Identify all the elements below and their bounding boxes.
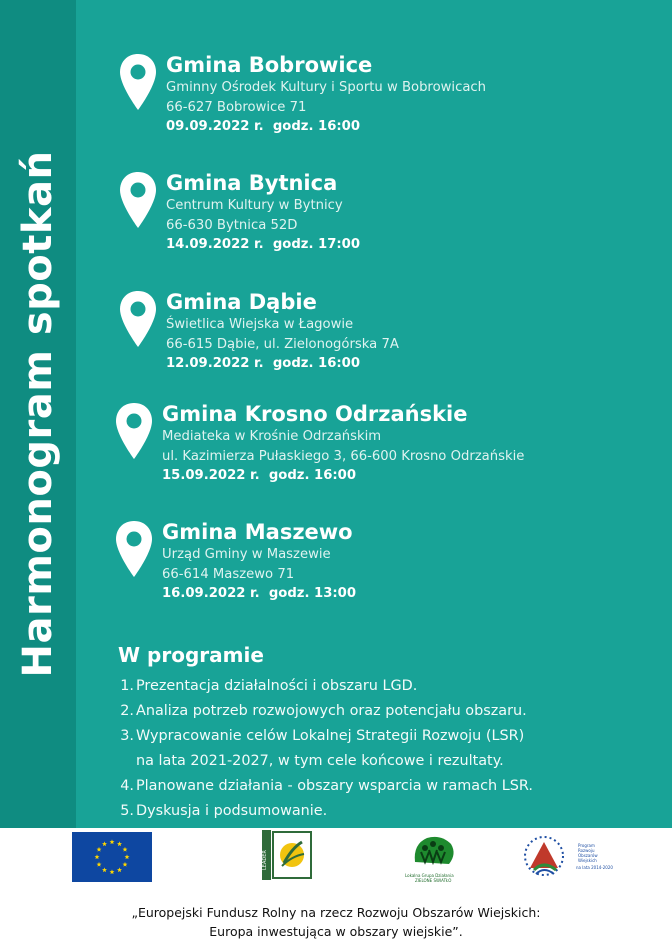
program-item-number: 4. <box>120 778 134 794</box>
program-item-text <box>136 774 533 799</box>
meeting-datetime <box>162 584 356 604</box>
meeting-text <box>166 170 360 255</box>
location-pin-icon <box>118 52 158 112</box>
footer-line-2: Europa inwestująca w obszary wiejskie”. <box>209 924 463 939</box>
program-item-line: Planowane działania - obszary wsparcia w ramach LSR. <box>136 778 533 794</box>
footer-quote <box>0 903 672 941</box>
prow-logo <box>520 830 613 882</box>
prow-line1: Program <box>578 843 595 848</box>
meeting-place: Świetlica Wiejska w Łagowie <box>166 317 354 332</box>
meeting-text <box>162 519 356 604</box>
side-title: Harmonogram spotkań <box>15 150 61 678</box>
meeting-datetime <box>162 466 524 486</box>
leader-emblem-icon <box>262 830 314 880</box>
meeting-address: ul. Kazimierza Pułaskiego 3, 66-600 Krosno Odrzańskie <box>162 448 525 464</box>
meeting-address: 66-627 Bobrowice 71 <box>166 99 307 115</box>
meeting-title: Gmina Maszewo <box>162 520 353 544</box>
location-pin-icon <box>118 289 158 349</box>
program-title: W programie <box>118 643 264 667</box>
prow-line5: na lata 2014-2020 <box>576 865 613 870</box>
program-item-number: 5. <box>120 803 134 819</box>
program-item-text <box>136 724 524 774</box>
lgd-sub: ZIELONE ŚWIATŁO <box>415 878 452 883</box>
meeting-time: godz. 16:00 <box>272 119 361 134</box>
program-item <box>118 774 658 799</box>
meeting-date: 09.09.2022 r. <box>166 119 264 134</box>
program-item-number: 1. <box>120 678 134 694</box>
leader-logo <box>262 830 314 880</box>
meeting-datetime <box>166 235 360 255</box>
meeting-text <box>162 401 524 486</box>
location-pin-icon <box>118 170 158 230</box>
program-item <box>118 724 658 774</box>
meeting-place: Gminny Ośrodek Kultury i Sportu w Bobrowicach <box>166 80 487 95</box>
meeting-time: godz. 16:00 <box>272 356 361 371</box>
prow-line4: Wiejskich <box>578 858 597 863</box>
program-item-number: 3. <box>120 728 134 744</box>
meeting-time: godz. 16:00 <box>268 468 357 483</box>
lgd-name: Lokalna Grupa Działania <box>405 873 454 878</box>
leader-text: LEADER <box>262 850 268 870</box>
meeting-title: Gmina Bobrowice <box>166 53 373 77</box>
program-item-text <box>136 699 527 724</box>
meeting-date: 16.09.2022 r. <box>162 586 260 601</box>
meeting-datetime <box>166 354 399 374</box>
program-item-line: Prezentacja działalności i obszaru LGD. <box>136 678 418 694</box>
meeting-title: Gmina Bytnica <box>166 171 338 195</box>
meeting-place: Urząd Gminy w Maszewie <box>162 547 331 562</box>
footer-line-1: „Europejski Fundusz Rolny na rzecz Rozwoju Obszarów Wiejskich: <box>131 905 541 920</box>
side-strip <box>0 0 76 828</box>
program-item-text <box>136 799 327 824</box>
program-item-line: Wypracowanie celów Lokalnej Strategii Rozwoju (LSR) <box>136 728 525 744</box>
prow-line3: Obszarów <box>578 853 598 858</box>
program-section <box>118 642 658 824</box>
location-pin-icon <box>114 401 154 461</box>
program-item-line: Dyskusja i podsumowanie. <box>136 803 328 819</box>
lgd-logo <box>405 832 461 882</box>
meeting-place: Centrum Kultury w Bytnicy <box>166 198 343 213</box>
meeting-time: godz. 13:00 <box>268 586 357 601</box>
meeting-date: 12.09.2022 r. <box>166 356 264 371</box>
meeting-address: 66-630 Bytnica 52D <box>166 217 298 233</box>
meeting-title: Gmina Krosno Odrzańskie <box>162 402 468 426</box>
meeting-date: 15.09.2022 r. <box>162 468 260 483</box>
program-item-line: na lata 2021-2027, w tym cele końcowe i rezultaty. <box>136 753 504 769</box>
meeting-text <box>166 52 486 137</box>
meeting-address: 66-614 Maszewo 71 <box>162 566 295 582</box>
meeting-text <box>166 289 399 374</box>
meeting-datetime <box>166 117 486 137</box>
location-pin-icon <box>114 519 154 579</box>
program-item <box>118 799 658 824</box>
meeting-time: godz. 17:00 <box>272 237 361 252</box>
lgd-emblem-icon <box>405 832 461 872</box>
prow-line2: Rozwoju <box>578 848 595 853</box>
prow-emblem-icon <box>520 830 576 882</box>
program-item-line: Analiza potrzeb rozwojowych oraz potencjału obszaru. <box>136 703 527 719</box>
program-item <box>118 699 658 724</box>
meeting-date: 14.09.2022 r. <box>166 237 264 252</box>
program-item-number: 2. <box>120 703 134 719</box>
meeting-address: 66-615 Dąbie, ul. Zielonogórska 7A <box>166 336 399 352</box>
meeting-title: Gmina Dąbie <box>166 290 317 314</box>
logos-bar <box>0 828 672 888</box>
meeting-place: Mediateka w Krośnie Odrzańskim <box>162 429 382 444</box>
eu-flag-logo <box>72 832 152 882</box>
program-item-text <box>136 674 417 699</box>
program-list <box>118 674 658 824</box>
program-item <box>118 674 658 699</box>
